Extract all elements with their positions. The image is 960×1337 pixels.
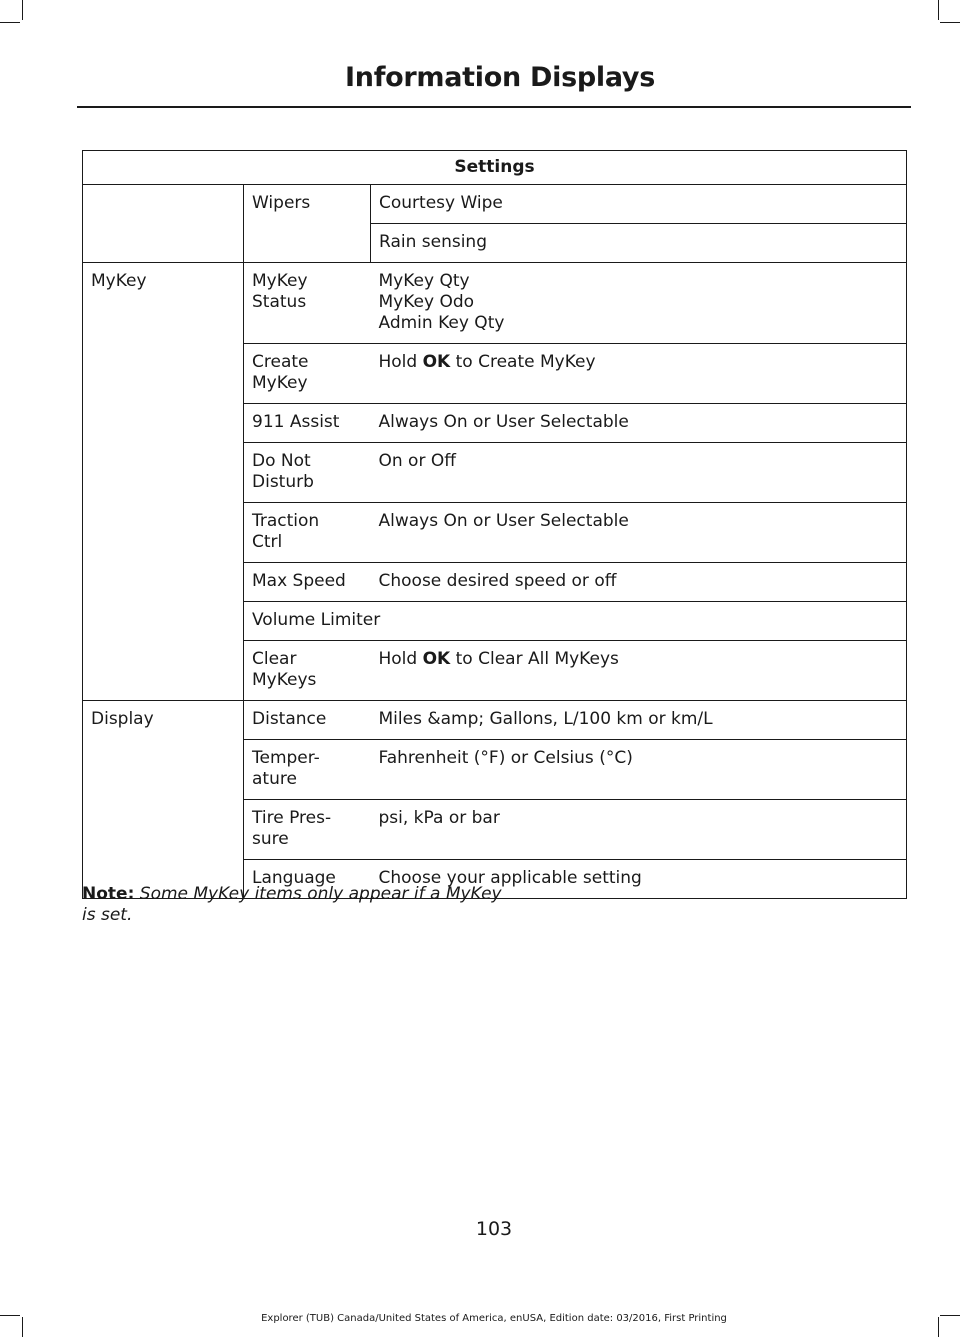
crop-mark [938, 0, 939, 20]
option-line: MyKey Qty [378, 271, 470, 291]
item-line: Do Not [252, 451, 311, 471]
option-line: MyKey Odo [378, 292, 475, 312]
item-cell: Volume Limiter [244, 602, 907, 641]
option-line: Admin Key Qty [378, 313, 505, 333]
item-line: Create [252, 352, 309, 372]
item-cell [244, 443, 371, 503]
group-cell [83, 185, 244, 263]
item-line: Clear [252, 649, 297, 669]
option-cell: Miles &amp; Gallons, L/100 km or km/L [371, 701, 907, 740]
crop-mark [22, 0, 23, 20]
item-cell: Language [244, 860, 371, 899]
item-line: Temper- [252, 748, 320, 768]
item-cell [244, 800, 371, 860]
crop-mark [0, 22, 20, 23]
option-cell: Choose your applicable setting [371, 860, 907, 899]
group-cell: MyKey [83, 263, 244, 701]
table-header-row [83, 151, 907, 185]
settings-table [82, 150, 907, 899]
ok-button-label: OK [422, 649, 451, 669]
item-cell: 911 Assist [244, 404, 371, 443]
option-cell: Always On or User Selectable [371, 404, 907, 443]
group-cell: Display [83, 701, 244, 899]
item-line: Disturb [252, 472, 314, 492]
note-paragraph [82, 884, 502, 926]
item-cell [244, 740, 371, 800]
header-divider [77, 106, 911, 108]
table-row [83, 263, 907, 344]
option-cell: On or Off [371, 443, 907, 503]
item-cell [244, 641, 371, 701]
table-row [83, 701, 907, 740]
item-cell: Max Speed [244, 563, 371, 602]
item-line: Traction [252, 511, 320, 531]
item-line: MyKeys [252, 670, 317, 690]
page-title: Information Displays [345, 62, 655, 93]
option-cell [371, 263, 907, 344]
item-line: Tire Pres- [252, 808, 332, 828]
item-cell [244, 503, 371, 563]
option-cell: Rain sensing [371, 224, 907, 263]
item-cell [244, 344, 371, 404]
item-line: ature [252, 769, 297, 789]
crop-mark [940, 22, 960, 23]
note-text: Some MyKey items only appear if a MyKey is set. [82, 884, 502, 925]
option-cell [371, 641, 907, 701]
option-cell [371, 344, 907, 404]
option-text: to Create MyKey [450, 352, 596, 372]
option-text: Hold [378, 649, 423, 669]
item-line: MyKey [252, 373, 308, 393]
option-text: Hold [378, 352, 423, 372]
item-cell [244, 263, 371, 344]
option-cell: Choose desired speed or off [371, 563, 907, 602]
footer-edition-info: Explorer (TUB) Canada/United States of America, enUSA, Edition date: 03/2016, First Printing [261, 1313, 727, 1324]
item-line: Ctrl [252, 532, 283, 552]
item-line: Status [252, 292, 307, 312]
option-cell: Fahrenheit (°F) or Celsius (°C) [371, 740, 907, 800]
option-cell: Courtesy Wipe [371, 185, 907, 224]
item-cell: Wipers [244, 185, 371, 263]
note-label: Note: [82, 884, 135, 904]
option-cell: psi, kPa or bar [371, 800, 907, 860]
option-cell: Always On or User Selectable [371, 503, 907, 563]
table-row [83, 185, 907, 224]
ok-button-label: OK [422, 352, 451, 372]
item-cell: Distance [244, 701, 371, 740]
option-text: to Clear All MyKeys [450, 649, 619, 669]
page-number: 103 [475, 1218, 513, 1240]
item-line: sure [252, 829, 289, 849]
table-title: Settings [83, 151, 907, 185]
item-line: MyKey [252, 271, 308, 291]
